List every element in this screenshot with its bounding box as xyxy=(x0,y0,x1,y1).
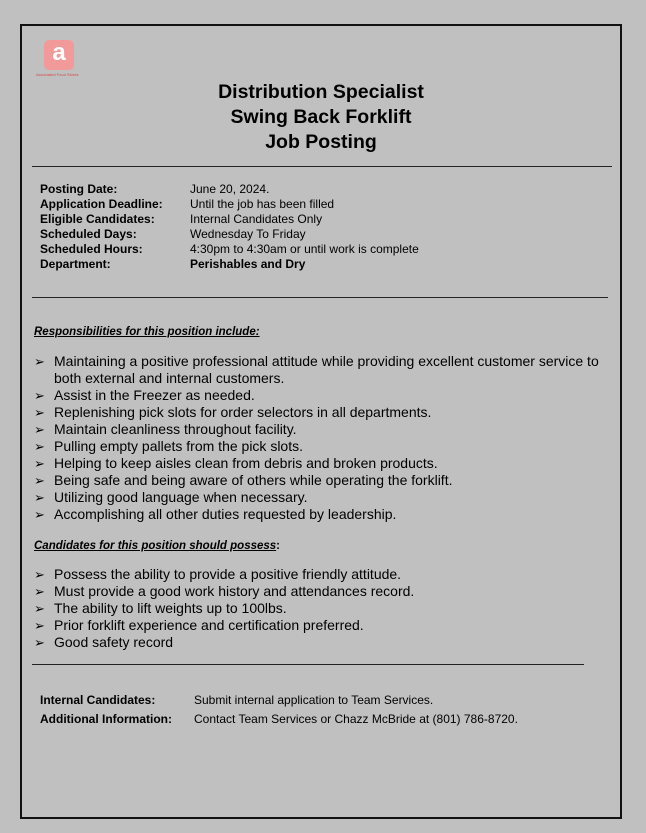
responsibilities-heading: Responsibilities for this position include: xyxy=(34,326,260,338)
arrow-bullet-icon: ➢ xyxy=(34,354,45,369)
candidates-heading-colon: : xyxy=(276,540,281,552)
info-value: 4:30pm to 4:30am or until work is complete xyxy=(190,242,419,256)
arrow-bullet-icon: ➢ xyxy=(34,422,45,437)
company-logo xyxy=(36,39,104,80)
arrow-bullet-icon: ➢ xyxy=(34,601,45,616)
list-item xyxy=(34,421,624,438)
list-item-text: Pulling empty pallets from the pick slots. xyxy=(54,438,303,454)
info-value: Wednesday To Friday xyxy=(190,227,306,241)
candidates-heading xyxy=(34,540,280,552)
contact-details xyxy=(40,691,518,729)
footer-value: Contact Team Services or Chazz McBride at (801) 786-8720. xyxy=(194,712,518,726)
candidates-heading-text: Candidates for this position should possess xyxy=(34,540,277,552)
footer-value: Submit internal application to Team Services. xyxy=(194,693,434,707)
responsibilities-list xyxy=(34,353,624,523)
list-item-text: Helping to keep aisles clean from debris and broken products. xyxy=(54,455,438,471)
list-item xyxy=(34,506,624,523)
list-item-text: Replenishing pick slots for order selectors in all departments. xyxy=(54,404,432,420)
arrow-bullet-icon: ➢ xyxy=(34,567,45,582)
info-value: Until the job has been filled xyxy=(190,197,335,211)
page-title xyxy=(22,80,620,155)
info-value: Perishables and Dry xyxy=(190,257,306,271)
footer-row xyxy=(40,691,518,710)
title-line-3: Job Posting xyxy=(265,131,377,153)
arrow-bullet-icon: ➢ xyxy=(34,584,45,599)
arrow-bullet-icon: ➢ xyxy=(34,490,45,505)
logo-caption: Associated Food Stores xyxy=(36,72,79,77)
info-value: Internal Candidates Only xyxy=(190,212,323,226)
list-item xyxy=(34,455,624,472)
info-row xyxy=(40,227,419,242)
list-item-text: Prior forklift experience and certification preferred. xyxy=(54,617,364,633)
list-item-text: Maintaining a positive professional attitude while providing excellent customer service to both external and internal customers. xyxy=(54,353,599,386)
info-row xyxy=(40,242,419,257)
info-label: Scheduled Days: xyxy=(40,227,137,241)
footer-label: Additional Information: xyxy=(40,712,172,726)
list-item xyxy=(34,634,624,651)
list-item-text: Must provide a good work history and attendances record. xyxy=(54,583,415,599)
list-item xyxy=(34,387,624,404)
divider xyxy=(32,297,608,298)
list-item xyxy=(34,438,624,455)
info-value: June 20, 2024. xyxy=(190,182,270,196)
list-item xyxy=(34,472,624,489)
list-item xyxy=(34,404,624,421)
job-posting-page xyxy=(20,24,622,819)
list-item xyxy=(34,600,624,617)
list-item-text: Utilizing good language when necessary. xyxy=(54,489,308,505)
list-item xyxy=(34,489,624,506)
arrow-bullet-icon: ➢ xyxy=(34,618,45,633)
info-label: Scheduled Hours: xyxy=(40,242,143,256)
arrow-bullet-icon: ➢ xyxy=(34,507,45,522)
arrow-bullet-icon: ➢ xyxy=(34,405,45,420)
list-item xyxy=(34,353,624,387)
arrow-bullet-icon: ➢ xyxy=(34,439,45,454)
list-item xyxy=(34,566,624,583)
footer-row xyxy=(40,710,518,729)
info-label: Eligible Candidates: xyxy=(40,212,155,226)
list-item-text: Being safe and being aware of others while operating the forklift. xyxy=(54,472,453,488)
arrow-bullet-icon: ➢ xyxy=(34,473,45,488)
list-item-text: Assist in the Freezer as needed. xyxy=(54,387,255,403)
divider xyxy=(32,664,584,665)
list-item-text: Possess the ability to provide a positive friendly attitude. xyxy=(54,566,402,582)
divider xyxy=(32,166,612,167)
title-line-2: Swing Back Forklift xyxy=(230,106,412,128)
info-row xyxy=(40,212,419,227)
posting-details xyxy=(40,182,419,272)
logo-mark: a xyxy=(44,40,74,70)
list-item-text: Accomplishing all other duties requested by leadership. xyxy=(54,506,397,522)
title-line-1: Distribution Specialist xyxy=(218,81,424,103)
list-item-text: Maintain cleanliness throughout facility. xyxy=(54,421,297,437)
info-row xyxy=(40,197,419,212)
list-item-text: The ability to lift weights up to 100lbs. xyxy=(54,600,287,616)
arrow-bullet-icon: ➢ xyxy=(34,388,45,403)
list-item-text: Good safety record xyxy=(54,634,174,650)
arrow-bullet-icon: ➢ xyxy=(34,635,45,650)
list-item xyxy=(34,617,624,634)
info-row xyxy=(40,257,419,272)
info-label: Application Deadline: xyxy=(40,197,163,211)
footer-label: Internal Candidates: xyxy=(40,693,156,707)
list-item xyxy=(34,583,624,600)
info-label: Department: xyxy=(40,257,111,271)
info-row xyxy=(40,182,419,197)
candidates-list xyxy=(34,566,624,651)
info-label: Posting Date: xyxy=(40,182,118,196)
arrow-bullet-icon: ➢ xyxy=(34,456,45,471)
